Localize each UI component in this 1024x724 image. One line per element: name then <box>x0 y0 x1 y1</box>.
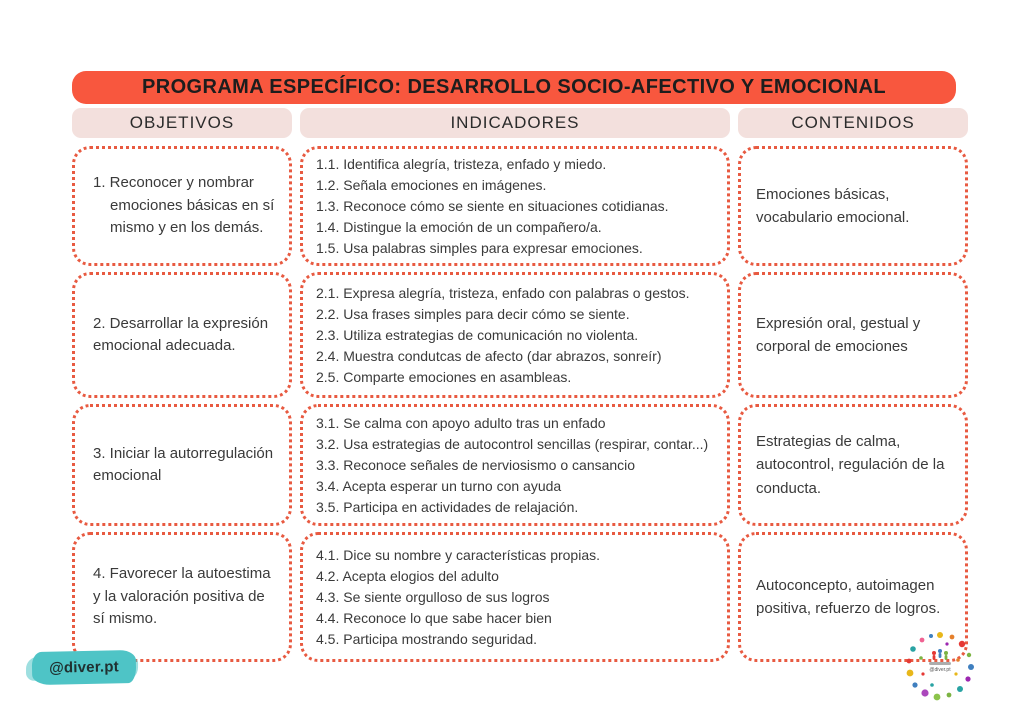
objetivo-cell-4 <box>72 532 292 662</box>
column-header-label: OBJETIVOS <box>129 113 235 132</box>
indicador-item: 3.1. Se calma con apoyo adulto tras un enfado <box>316 414 606 431</box>
program-title-bar <box>72 71 956 104</box>
objetivo-text: 2. Desarrollar la expresión emocional adecuada. <box>93 314 269 354</box>
logo-caption: @diver.pt <box>929 667 951 673</box>
objetivo-cell-2 <box>72 272 292 398</box>
indicador-item: 2.5. Comparte emociones en asambleas. <box>316 368 572 385</box>
column-header-label: CONTENIDOS <box>791 113 915 132</box>
indicador-item: 4.1. Dice su nombre y características propias. <box>316 546 601 563</box>
contenido-text: Estrategias de calma, autocontrol, regulación de la conducta. <box>756 433 945 497</box>
contenido-text: Autoconcepto, autoimagen positiva, refuerzo de logros. <box>756 576 941 617</box>
indicadores-cell-2 <box>300 272 730 398</box>
objetivo-text: 3. Iniciar la autorregulación emocional <box>93 444 274 484</box>
column-header-contenidos <box>738 108 968 138</box>
diver-confetti-logo <box>901 627 979 705</box>
contenido-text: Emociones básicas, vocabulario emocional. <box>756 185 910 226</box>
contenido-cell-2 <box>738 272 968 398</box>
indicador-item: 3.2. Usa estrategias de autocontrol sencillas (respirar, contar...) <box>316 435 709 452</box>
brand-badge <box>32 650 137 685</box>
brand-badge-label: @diver.pt <box>48 658 120 677</box>
indicador-item: 2.2. Usa frases simples para decir cómo se siente. <box>316 305 630 322</box>
indicador-item: 3.5. Participa en actividades de relajación. <box>316 498 579 515</box>
objetivo-text: 1. Reconocer y nombrar emociones básicas en sí mismo y en los demás. <box>93 174 275 237</box>
indicador-item: 3.4. Acepta esperar un turno con ayuda <box>316 477 562 494</box>
contenido-text: Expresión oral, gestual y corporal de emociones <box>756 314 921 355</box>
column-header-label: INDICADORES <box>450 113 580 132</box>
indicador-item: 1.3. Reconoce cómo se siente en situaciones cotidianas. <box>316 197 669 214</box>
indicadores-cell-4 <box>300 532 730 662</box>
indicador-item: 1.1. Identifica alegría, tristeza, enfado y miedo. <box>316 155 607 172</box>
program-table <box>72 146 968 662</box>
column-header-indicadores <box>300 108 730 138</box>
indicador-item: 4.3. Se siente orgulloso de sus logros <box>316 588 550 605</box>
contenido-cell-1 <box>738 146 968 266</box>
indicador-item: 4.4. Reconoce lo que sabe hacer bien <box>316 609 552 626</box>
indicador-item: 4.5. Participa mostrando seguridad. <box>316 630 538 647</box>
indicador-item: 2.1. Expresa alegría, tristeza, enfado con palabras o gestos. <box>316 284 690 301</box>
objetivo-cell-3 <box>72 404 292 526</box>
indicador-item: 1.5. Usa palabras simples para expresar emociones. <box>316 239 643 256</box>
confetti-dots-icon <box>901 627 979 705</box>
contenido-cell-3 <box>738 404 968 526</box>
indicador-item: 2.4. Muestra condutcas de afecto (dar abrazos, sonreír) <box>316 347 662 364</box>
indicador-item: 1.2. Señala emociones en imágenes. <box>316 176 547 193</box>
column-header-objetivos <box>72 108 292 138</box>
objetivo-text: 4. Favorecer la autoestima y la valoración positiva de sí mismo. <box>93 565 271 628</box>
indicador-item: 4.2. Acepta elogios del adulto <box>316 567 499 584</box>
objetivo-cell-1 <box>72 146 292 266</box>
indicadores-cell-3 <box>300 404 730 526</box>
indicador-item: 3.3. Reconoce señales de nerviosismo o cansancio <box>316 456 636 473</box>
page-title: PROGRAMA ESPECÍFICO: DESARROLLO SOCIO-AFECTIVO Y EMOCIONAL <box>142 76 886 98</box>
indicador-item: 1.4. Distingue la emoción de un compañero/a. <box>316 218 602 235</box>
indicador-item: 2.3. Utiliza estrategias de comunicación no violenta. <box>316 326 639 343</box>
indicadores-cell-1 <box>300 146 730 266</box>
